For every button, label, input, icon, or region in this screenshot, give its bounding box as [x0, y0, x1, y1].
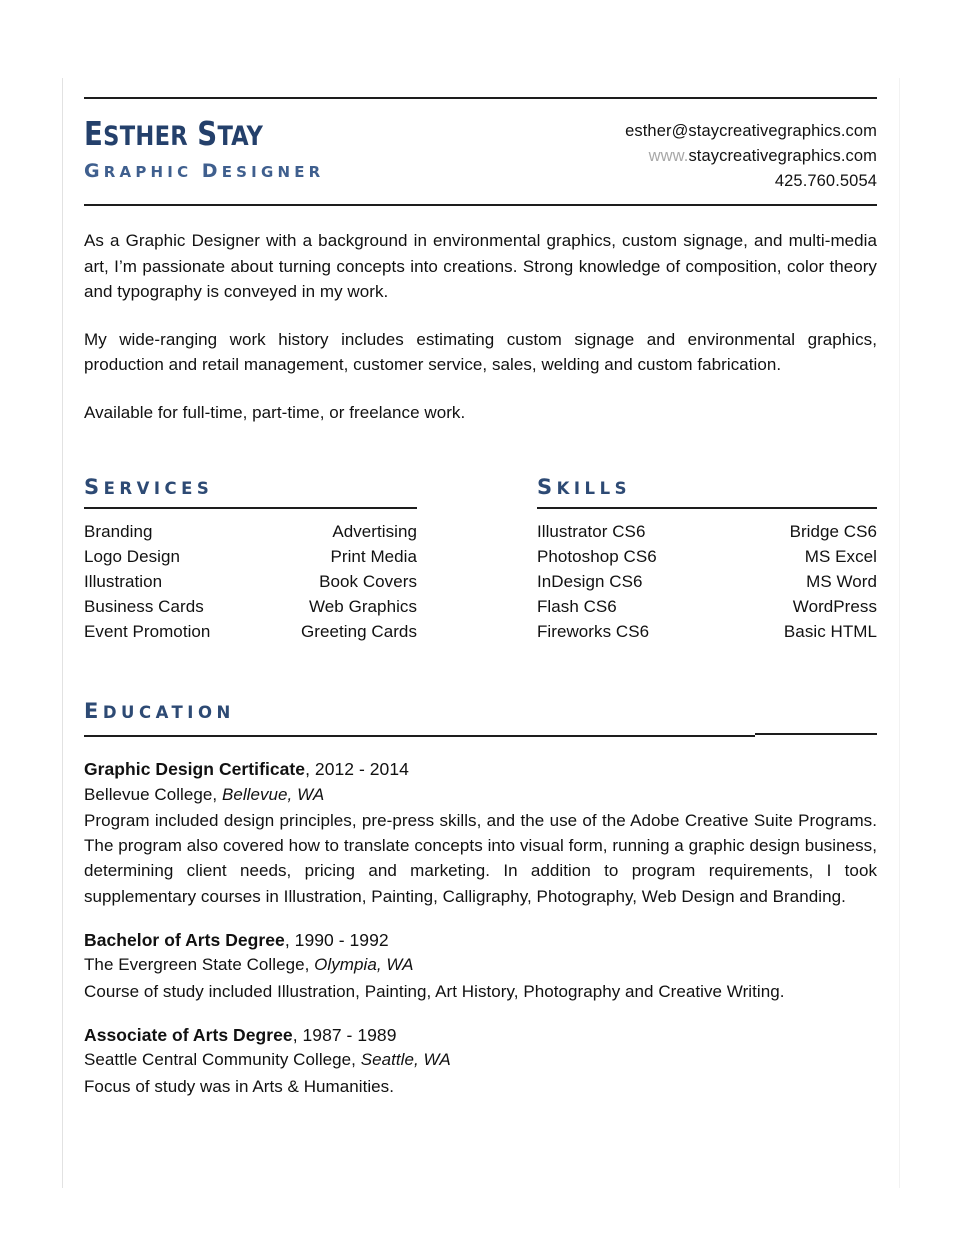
- list-item: [537, 545, 877, 570]
- services-section: [84, 477, 417, 645]
- list-item-left: Fireworks CS6: [537, 622, 650, 642]
- summary-paragraph: Available for full-time, part-time, or freelance work.: [84, 402, 466, 422]
- list-item-right: Basic HTML: [783, 622, 877, 642]
- list-item-right: Book Covers: [319, 572, 417, 592]
- education-degree: Associate of Arts Degree: [84, 1024, 293, 1045]
- list-item-right: Bridge CS6: [789, 522, 877, 542]
- skills-rule: [537, 507, 877, 509]
- list-item: [537, 520, 877, 545]
- education-school-name: The Evergreen State College,: [84, 955, 315, 975]
- services-heading: SERVICES: [84, 475, 214, 500]
- list-item-left: Flash CS6: [537, 597, 617, 617]
- list-item: [537, 595, 877, 620]
- education-location: Olympia, WA: [314, 955, 414, 975]
- education-description: Focus of study was in Arts & Humanities.: [84, 1076, 395, 1096]
- education-entry: [84, 1023, 877, 1099]
- list-item-right: Greeting Cards: [301, 622, 417, 642]
- education-school: [84, 1048, 877, 1073]
- list-item-left: Business Cards: [84, 597, 204, 617]
- education-school: [84, 783, 877, 808]
- education-years: , 1987 - 1989: [292, 1024, 397, 1045]
- services-rule: [84, 507, 417, 509]
- education-entry-title: [84, 1023, 877, 1048]
- list-item-right: Advertising: [332, 522, 417, 542]
- education-school-name: Bellevue College,: [84, 784, 222, 804]
- education-entry-title: [84, 928, 877, 953]
- education-entry: [84, 928, 877, 1004]
- email-line[interactable]: esther@staycreativegraphics.com: [625, 122, 877, 140]
- name-last: STAY: [197, 114, 264, 153]
- services-skills-row: [84, 477, 877, 645]
- list-item: [84, 520, 417, 545]
- education-rule: [84, 731, 877, 741]
- list-item: [84, 595, 417, 620]
- education-section: [84, 701, 877, 1099]
- skills-heading: SKILLS: [537, 475, 631, 500]
- list-item-left: Illustrator CS6: [537, 522, 646, 542]
- skills-section: [537, 477, 877, 645]
- list-item: [84, 620, 417, 645]
- summary-section: [84, 228, 877, 425]
- education-degree: Bachelor of Arts Degree: [84, 929, 285, 950]
- page-title: [84, 114, 308, 153]
- website-line[interactable]: [625, 144, 877, 169]
- list-item: [537, 570, 877, 595]
- resume-content: [84, 0, 877, 1099]
- education-degree: Graphic Design Certificate: [84, 759, 306, 780]
- contact-block: [625, 113, 877, 194]
- education-entry-title: [84, 757, 877, 782]
- phone-line[interactable]: 425.760.5054: [774, 172, 877, 191]
- website-prefix: www.: [648, 147, 689, 166]
- name-block: [84, 113, 324, 182]
- list-item-left: Logo Design: [84, 547, 181, 567]
- education-years: , 2012 - 2014: [305, 759, 409, 780]
- education-school: [84, 953, 877, 978]
- skills-list: [537, 520, 877, 645]
- list-item-left: Branding: [84, 522, 153, 542]
- list-item-left: Event Promotion: [84, 622, 211, 642]
- education-school-name: Seattle Central Community College,: [84, 1050, 361, 1070]
- list-item: [84, 570, 417, 595]
- summary-paragraph: My wide-ranging work history includes estimating custom signage and environmental graphics, production and retail management, customer service, sales, welding and custom fabrication.: [84, 329, 877, 375]
- education-heading: EDUCATION: [84, 699, 235, 724]
- education-entries: [84, 757, 877, 1099]
- name-first: ESTHER: [84, 114, 188, 153]
- education-rule-left: [84, 735, 755, 737]
- list-item-right: Web Graphics: [309, 597, 417, 617]
- header: [84, 99, 877, 204]
- list-item-left: Photoshop CS6: [537, 547, 657, 567]
- list-item: [84, 545, 417, 570]
- header-rule-bottom: [84, 204, 877, 206]
- education-description: Course of study included Illustration, Painting, Art History, Photography and Creative Writing.: [84, 981, 785, 1001]
- column-gap: [417, 477, 537, 645]
- list-item-right: MS Excel: [804, 547, 877, 567]
- education-entry: [84, 757, 877, 909]
- website-domain: staycreativegraphics.com: [688, 147, 877, 166]
- list-item-right: WordPress: [792, 597, 877, 617]
- education-description: Program included design principles, pre-press skills, and the use of the Adobe Creative Suite Programs. The program also covered how to translate concepts into visual form, running a graphic design business, determining client needs, pricing and marketing. In addition to program requirements, I took supplementary courses in Illustration, Painting, Calligraphy, Photography, Web Design and Branding.: [84, 811, 877, 906]
- list-item: [537, 620, 877, 645]
- list-item-right: Print Media: [330, 547, 417, 567]
- list-item-left: InDesign CS6: [537, 572, 643, 592]
- list-item-right: MS Word: [806, 572, 877, 592]
- education-location: Seattle, WA: [360, 1050, 451, 1070]
- education-years: , 1990 - 1992: [284, 929, 389, 950]
- education-rule-right: [755, 733, 877, 735]
- list-item-left: Illustration: [84, 572, 163, 592]
- summary-paragraph: As a Graphic Designer with a background in environmental graphics, custom signage, and multi-media art, I’m passionate about turning concepts into creations. Strong knowledge of composition, color theory and typography is conveyed in my work.: [84, 231, 877, 302]
- services-list: [84, 520, 417, 645]
- job-title: GRAPHIC DESIGNER: [84, 160, 325, 183]
- education-location: Bellevue, WA: [221, 784, 325, 804]
